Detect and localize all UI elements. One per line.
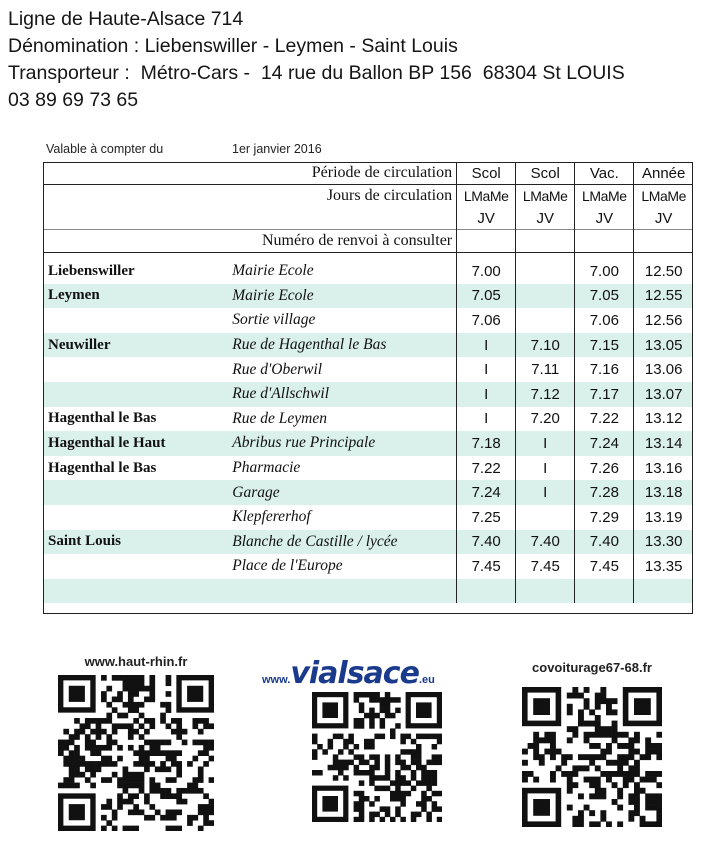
time-cell: 7.24 bbox=[457, 480, 516, 505]
days-cell: LMaMe bbox=[457, 185, 516, 208]
city-name: Liebenswiller bbox=[48, 262, 135, 279]
time-cell: 7.17 bbox=[575, 382, 634, 407]
time-cell: 13.14 bbox=[634, 431, 693, 456]
time-cell: 7.45 bbox=[575, 554, 634, 579]
city-name: Saint Louis bbox=[43, 530, 223, 555]
time-cell: 7.05 bbox=[457, 284, 516, 309]
table-row bbox=[43, 579, 693, 604]
city-name bbox=[43, 382, 223, 407]
days2-cell: JV bbox=[516, 207, 575, 230]
time-cell: 12.50 bbox=[634, 259, 693, 284]
time-cell: 7.00 bbox=[457, 259, 516, 284]
time-cell: 13.06 bbox=[634, 357, 693, 382]
time-cell: 7.11 bbox=[516, 357, 575, 382]
time-cell bbox=[457, 579, 516, 604]
time-cell: 12.55 bbox=[634, 284, 693, 309]
time-cell: I bbox=[516, 480, 575, 505]
time-cell: 7.20 bbox=[516, 407, 575, 432]
time-cell: 7.22 bbox=[457, 456, 516, 481]
time-cell: 7.45 bbox=[516, 554, 575, 579]
vialsace-logo bbox=[262, 656, 435, 691]
time-cell bbox=[516, 284, 575, 309]
qr-block-haut-rhin bbox=[58, 654, 214, 831]
renvoi-label: Numéro de renvoi à consulter bbox=[43, 230, 457, 253]
qr-code-icon bbox=[522, 687, 662, 827]
line-transporter: Transporteur : Métro-Cars - 14 rue du Ballon BP 156 68304 St LOUIS bbox=[8, 62, 625, 84]
time-cell: 7.45 bbox=[457, 554, 516, 579]
stop-name: Rue de Leymen bbox=[232, 409, 327, 427]
time-cell: 7.40 bbox=[516, 530, 575, 555]
stop-name: Rue d'Allschwil bbox=[223, 382, 456, 407]
time-cell: 13.18 bbox=[634, 480, 693, 505]
qr-block-covoiturage bbox=[522, 660, 662, 827]
time-cell: 7.22 bbox=[575, 407, 634, 432]
table-row bbox=[43, 431, 693, 456]
line-denomination: Dénomination : Liebenswiller - Leymen - Saint Louis bbox=[8, 35, 458, 57]
line-phone: 03 89 69 73 65 bbox=[8, 89, 139, 111]
table-row bbox=[43, 382, 693, 407]
header-row-renvoi bbox=[43, 230, 693, 253]
time-cell: 7.00 bbox=[575, 259, 634, 284]
period-cell: Scol bbox=[457, 162, 516, 185]
time-cell: I bbox=[457, 407, 516, 432]
table-row bbox=[43, 530, 693, 555]
stop-name: Place de l'Europe bbox=[232, 557, 343, 575]
site-haut-rhin: www.haut-rhin.fr bbox=[84, 654, 188, 669]
qr-code-icon bbox=[58, 675, 214, 831]
header-row-period bbox=[43, 162, 693, 185]
document-header bbox=[8, 6, 625, 114]
time-cell: 13.35 bbox=[634, 554, 693, 579]
table-row bbox=[43, 505, 693, 530]
table-row bbox=[43, 308, 693, 333]
time-cell: 7.16 bbox=[575, 357, 634, 382]
time-cell: 7.24 bbox=[575, 431, 634, 456]
table-row bbox=[43, 357, 693, 382]
table-row bbox=[43, 480, 693, 505]
time-cell: 13.07 bbox=[634, 382, 693, 407]
site-covoiturage: covoiturage67-68.fr bbox=[532, 660, 652, 675]
time-cell bbox=[516, 505, 575, 530]
time-cell: 7.25 bbox=[457, 505, 516, 530]
table-row bbox=[43, 284, 693, 309]
time-cell: I bbox=[457, 333, 516, 358]
time-cell: 7.05 bbox=[575, 284, 634, 309]
city-name: Hagenthal le Bas bbox=[48, 459, 157, 476]
city-name bbox=[43, 308, 223, 333]
stop-name: Garage bbox=[223, 480, 456, 505]
vialsace-eu: .eu bbox=[418, 674, 435, 686]
days-cell: LMaMe bbox=[516, 185, 575, 208]
city-name: Leymen bbox=[43, 284, 223, 309]
vialsace-main: vialsace bbox=[290, 656, 419, 691]
vialsace-www: www. bbox=[262, 674, 291, 686]
time-cell: 7.26 bbox=[575, 456, 634, 481]
stop-name: Rue d'Oberwil bbox=[232, 360, 323, 378]
time-cell bbox=[516, 259, 575, 284]
stop-name: Blanche de Castille / lycée bbox=[223, 530, 456, 555]
validity-label: Valable à compter du bbox=[46, 142, 164, 156]
days2-cell: JV bbox=[634, 207, 693, 230]
time-cell bbox=[575, 579, 634, 604]
stop-name: Mairie Ecole bbox=[223, 284, 456, 309]
time-cell: 12.56 bbox=[634, 308, 693, 333]
time-cell: 7.18 bbox=[457, 431, 516, 456]
time-cell: I bbox=[516, 456, 575, 481]
validity-date: 1er janvier 2016 bbox=[232, 142, 322, 156]
period-cell: Année bbox=[634, 162, 693, 185]
stop-name bbox=[223, 579, 456, 604]
days-label: Jours de circulation bbox=[326, 187, 453, 204]
time-cell: 7.10 bbox=[516, 333, 575, 358]
days-cell: LMaMe bbox=[634, 185, 693, 208]
table-row bbox=[43, 456, 693, 481]
city-name bbox=[43, 357, 223, 382]
time-cell: 7.40 bbox=[575, 530, 634, 555]
days2-cell: JV bbox=[457, 207, 516, 230]
period-label: Période de circulation bbox=[43, 162, 457, 185]
city-name bbox=[43, 505, 223, 530]
days2-cell: JV bbox=[575, 207, 634, 230]
validity bbox=[46, 142, 322, 156]
time-cell: 7.06 bbox=[457, 308, 516, 333]
city-name: Hagenthal le Bas bbox=[48, 410, 157, 427]
city-name bbox=[43, 480, 223, 505]
city-name bbox=[43, 579, 223, 604]
time-cell: 13.19 bbox=[634, 505, 693, 530]
timetable bbox=[43, 162, 693, 603]
time-cell: 7.40 bbox=[457, 530, 516, 555]
period-cell: Vac. bbox=[575, 162, 634, 185]
table-row bbox=[43, 259, 693, 284]
time-cell: 13.05 bbox=[634, 333, 693, 358]
table-row bbox=[43, 554, 693, 579]
table-row bbox=[43, 407, 693, 432]
period-cell: Scol bbox=[516, 162, 575, 185]
header-row-days2 bbox=[43, 207, 693, 230]
time-cell: I bbox=[516, 431, 575, 456]
days-cell: LMaMe bbox=[575, 185, 634, 208]
header-row-days bbox=[43, 185, 693, 208]
time-cell: I bbox=[457, 357, 516, 382]
time-cell: 13.30 bbox=[634, 530, 693, 555]
stop-name: Klepfererhof bbox=[232, 508, 311, 526]
time-cell bbox=[516, 579, 575, 604]
stop-name: Rue de Hagenthal le Bas bbox=[223, 333, 456, 358]
stop-name: Pharmacie bbox=[232, 459, 301, 477]
city-name: Hagenthal le Haut bbox=[43, 431, 223, 456]
qr-block-vialsace bbox=[312, 692, 442, 822]
city-name bbox=[43, 554, 223, 579]
city-name: Neuwiller bbox=[43, 333, 223, 358]
stop-name: Sortie village bbox=[232, 311, 316, 329]
time-cell bbox=[516, 308, 575, 333]
time-cell: 13.16 bbox=[634, 456, 693, 481]
time-cell: 7.12 bbox=[516, 382, 575, 407]
stop-name: Abribus rue Principale bbox=[223, 431, 456, 456]
time-cell: 7.15 bbox=[575, 333, 634, 358]
table-row bbox=[43, 333, 693, 358]
time-cell: 13.12 bbox=[634, 407, 693, 432]
line-title: Ligne de Haute-Alsace 714 bbox=[8, 8, 244, 30]
qr-code-icon bbox=[312, 692, 442, 822]
time-cell bbox=[634, 579, 693, 604]
stop-name: Mairie Ecole bbox=[232, 262, 314, 280]
time-cell: 7.06 bbox=[575, 308, 634, 333]
time-cell: 7.29 bbox=[575, 505, 634, 530]
time-cell: I bbox=[457, 382, 516, 407]
time-cell: 7.28 bbox=[575, 480, 634, 505]
